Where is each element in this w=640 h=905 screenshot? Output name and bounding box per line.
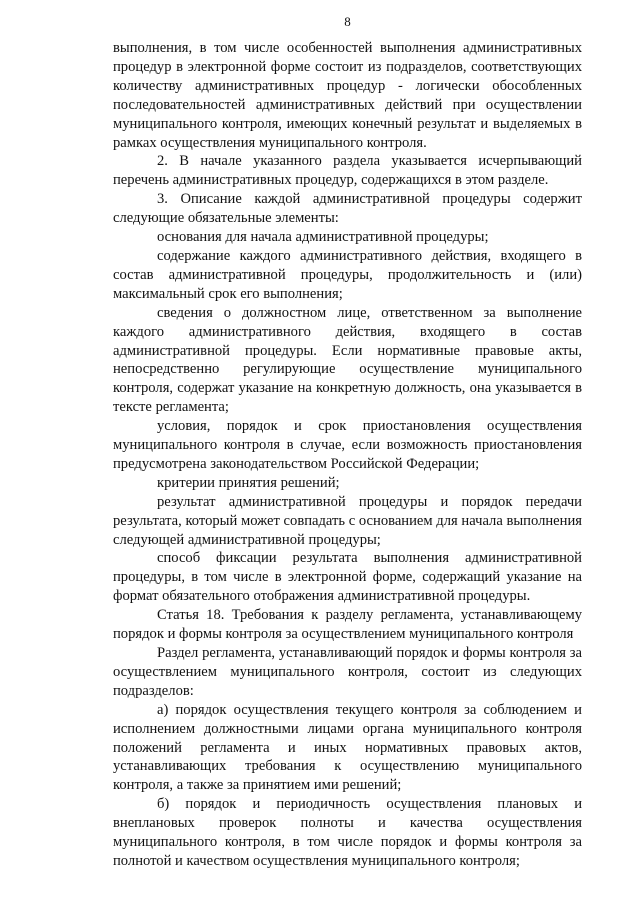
paragraph: критерии принятия решений; bbox=[157, 474, 340, 491]
document-body bbox=[113, 39, 582, 871]
paragraph: основания для начала административной процедуры; bbox=[157, 229, 489, 246]
paragraph: выполнения, в том числе особенностей выполнения административных процедур в электронной форме состоит из подразделов, соответствующих количеству административных процедур - логически обособленных последовательностей административных действий при осуществлении муниципального контроля, имеющих конечный результат и выделяемых в рамках осуществления муниципального контроля. bbox=[113, 40, 582, 151]
paragraph: б) порядок и периодичность осуществления плановых и внеплановых проверок полноты и качества осуществления муниципального контроля, в том числе порядок и формы контроля за полнотой и качеством осуществления муниципального контроля; bbox=[113, 796, 582, 869]
paragraph: сведения о должностном лице, ответственном за выполнение каждого административного действия, входящего в состав административной процедуры. Если нормативные правовые акты, непосредственно регулирующие осуществление муниципального контроля, содержат указание на конкретную должность, она указывается в тексте регламента; bbox=[113, 304, 582, 416]
paragraph: условия, порядок и срок приостановления осуществления муниципального контроля в случае, если возможность приостановления предусмотрена законодательством Российской Федерации; bbox=[113, 418, 582, 472]
paragraph: Раздел регламента, устанавливающий порядок и формы контроля за осуществлением муниципального контроля, состоит из следующих подразделов: bbox=[113, 645, 582, 699]
paragraph: содержание каждого административного действия, входящего в состав административной процедуры, продолжительность и (или) максимальный срок его выполнения; bbox=[113, 247, 582, 302]
paragraph: Статья 18. Требования к разделу регламента, устанавливающему порядок и формы контроля за осуществлением муниципального контроля bbox=[113, 607, 582, 643]
paragraph: 3. Описание каждой административной процедуры содержит следующие обязательные элементы: bbox=[113, 191, 582, 227]
paragraph: а) порядок осуществления текущего контроля за соблюдением и исполнением должностными лицами органа муниципального контроля положений регламента и иных нормативных правовых актов, устанавливающих требования к осуществлению муниципального контроля, а также за принятием ими решений; bbox=[113, 701, 582, 794]
paragraph: результат административной процедуры и порядок передачи результата, который может совпадать с основанием для начала выполнения следующей административной процедуры; bbox=[113, 493, 582, 548]
paragraph: способ фиксации результата выполнения административной процедуры, в том числе в электронной форме, содержащий указание на формат обязательного отображения административной процедуры. bbox=[113, 550, 582, 605]
page-number: 8 bbox=[344, 14, 351, 29]
paragraph: 2. В начале указанного раздела указывается исчерпывающий перечень административных процедур, содержащихся в этом разделе. bbox=[113, 153, 582, 189]
